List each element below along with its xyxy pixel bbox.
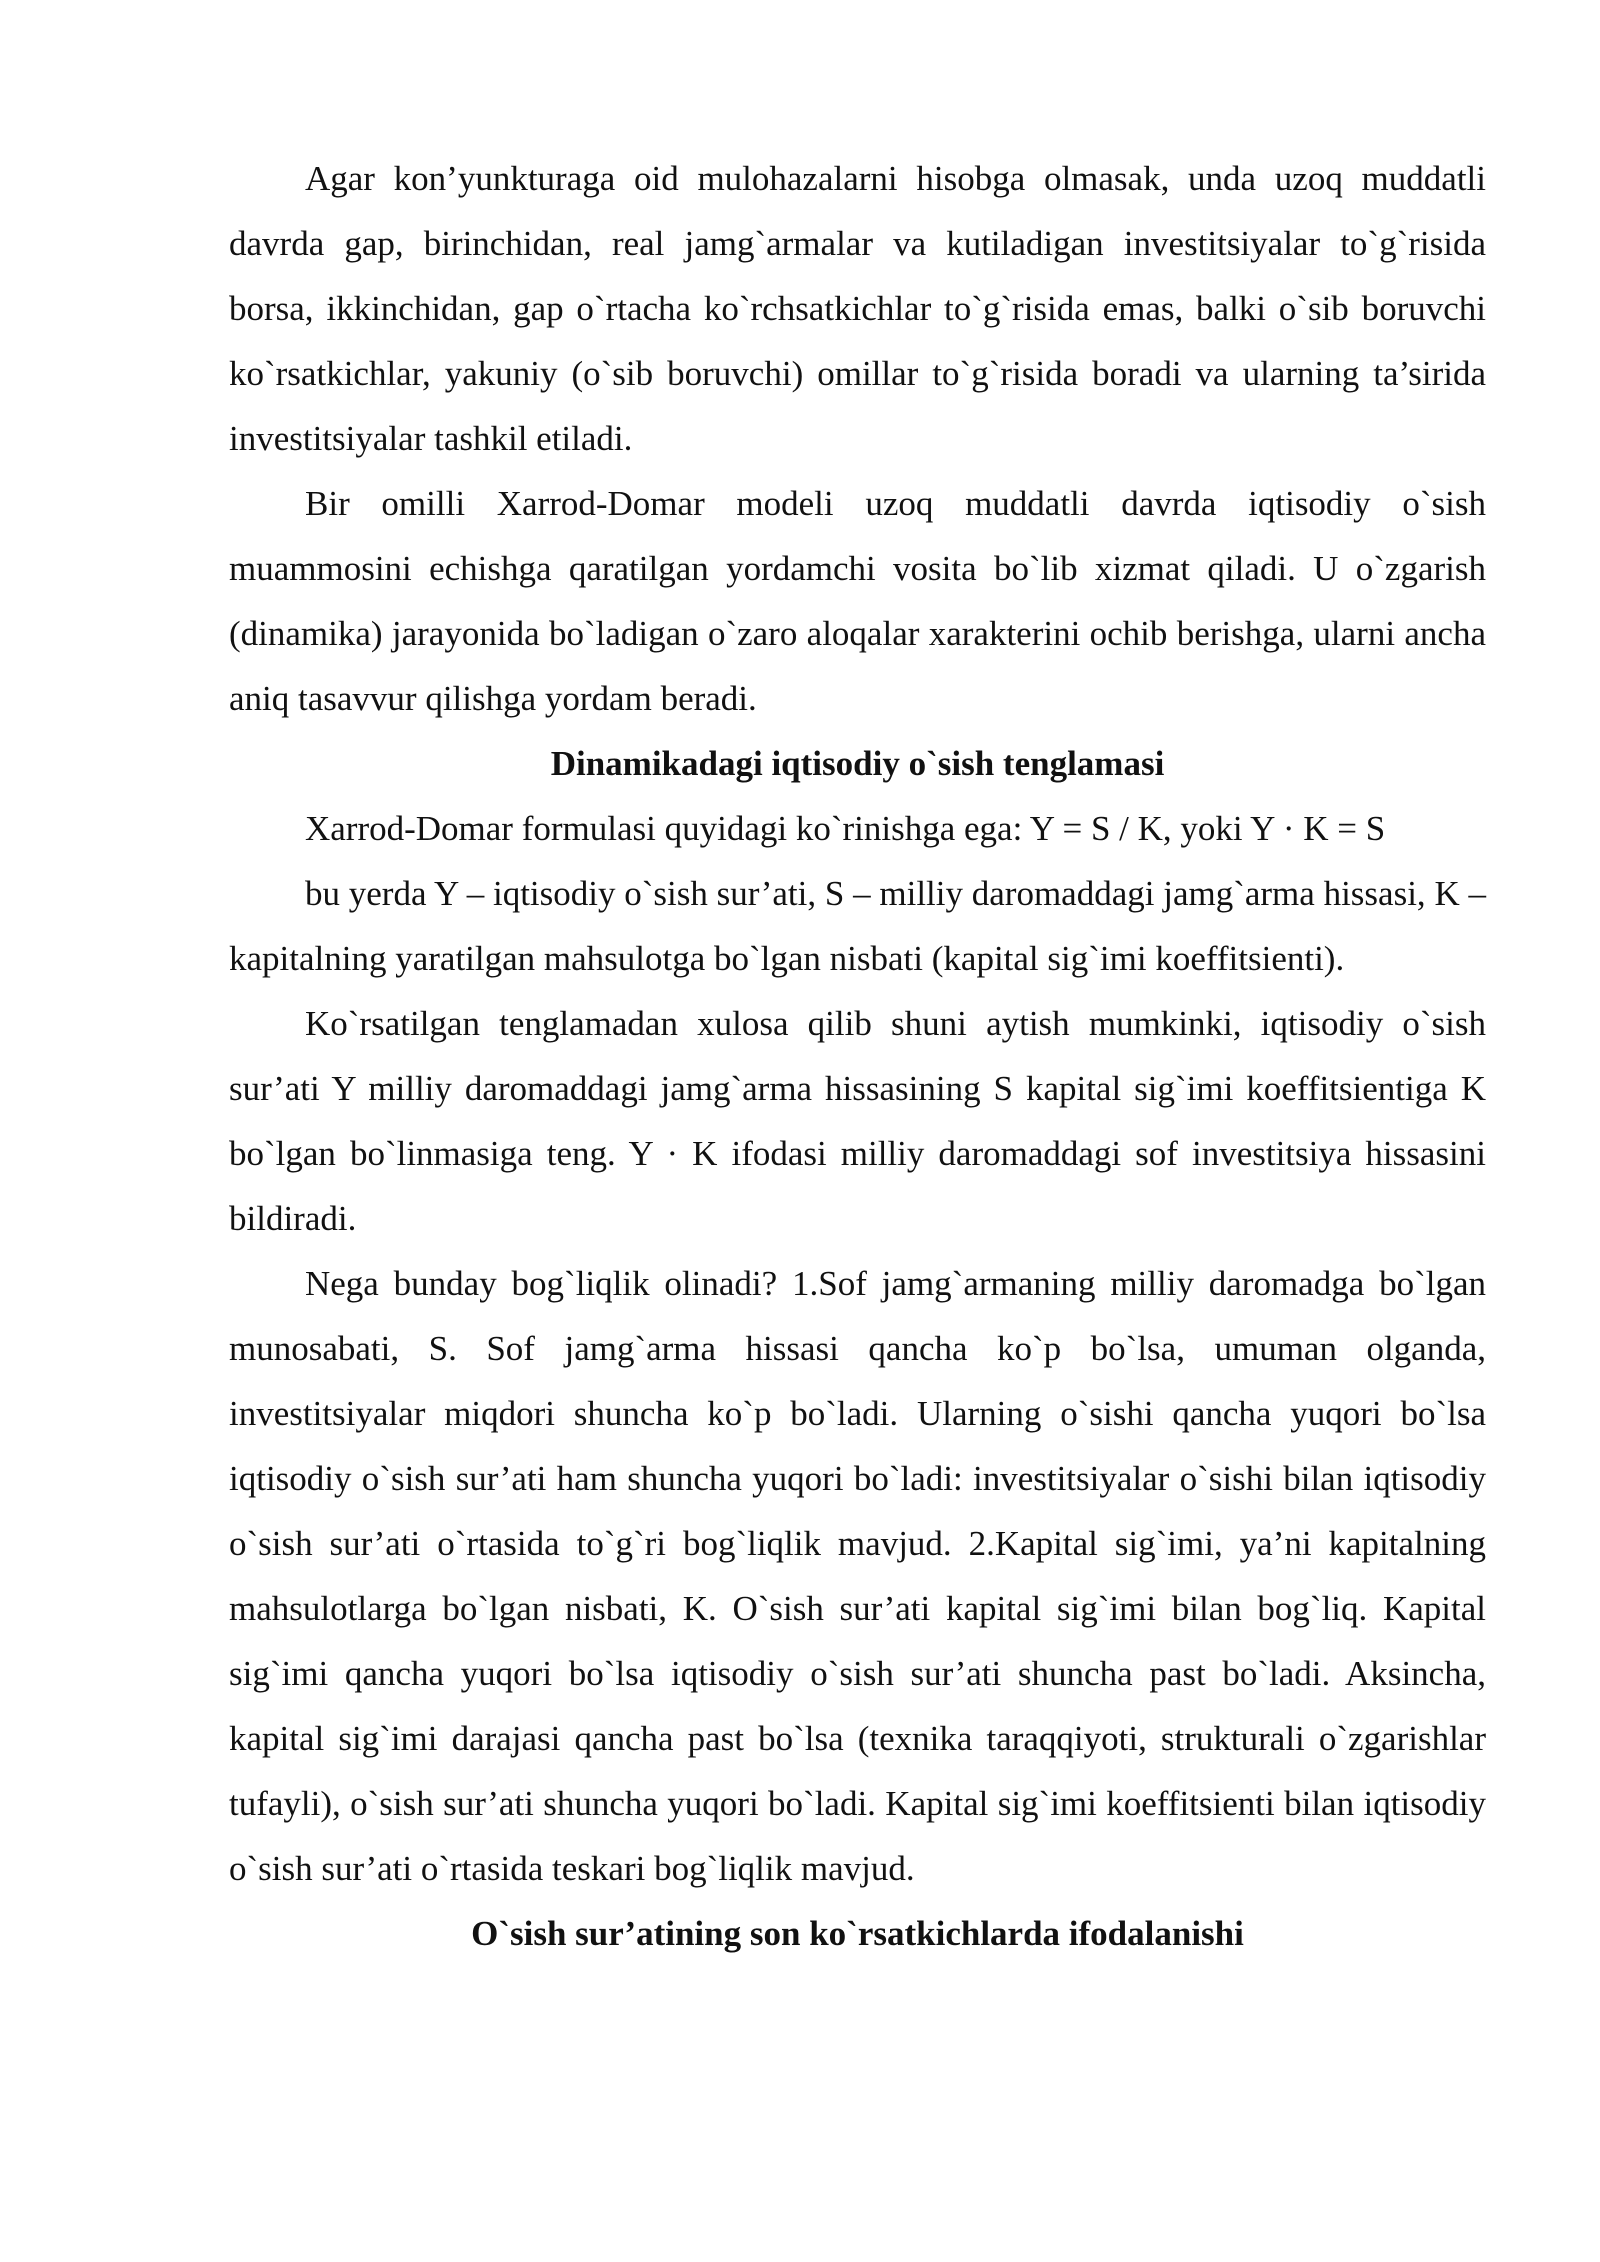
- paragraph-formula-definitions: bu yerda Y – iqtisodiy o`sish sur’ati, S – milliy daromaddagi jamg`arma hissasi, K – kapitalning yaratilgan mahsulotga bo`lgan nisbati (kapital sig`imi koeffitsienti).: [229, 874, 1486, 978]
- section-heading-growth-equation: Dinamikadagi iqtisodiy o`sish tenglamasi: [550, 744, 1165, 783]
- paragraph-harrod-domar-model: Bir omilli Xarrod-Domar modeli uzoq muddatli davrda iqtisodiy o`sish muammosini echishga qaratilgan yordamchi vosita bo`lib xizmat qiladi. U o`zgarish (dinamika) jarayonida bo`ladigan o`zaro aloqalar xarakterini ochib berishga, ularni ancha aniq tasavvur qilishga yordam beradi.: [229, 484, 1486, 718]
- paragraph-konyunktura: Agar kon’yunkturaga oid mulohazalarni hisobga olmasak, unda uzoq muddatli davrda gap, birinchidan, real jamg`armalar va kutiladigan investitsiyalar to`g`risida borsa, ikkinchidan, gap o`rtacha ko`rchsatkichlar to`g`risida emas, balki o`sib boruvchi ko`rsatkichlar, yakuniy (o`sib boruvchi) omillar to`g`risida boradi va ularning ta’sirida investitsiyalar tashkil etiladi.: [229, 159, 1486, 458]
- section-heading-growth-rate-indicators: O`sish sur’atining son ko`rsatkichlarda ifodalanishi: [471, 1914, 1244, 1953]
- paragraph-dependency-explanation: Nega bunday bog`liqlik olinadi? 1.Sof jamg`armaning milliy daromadga bo`lgan munosabati, S. Sof jamg`arma hissasi qancha ko`p bo`lsa, umuman olganda, investitsiyalar miqdori shuncha ko`p bo`ladi. Ularning o`sishi qancha yuqori bo`lsa iqtisodiy o`sish sur’ati ham shuncha yuqori bo`ladi: investitsiyalar o`sishi bilan iqtisodiy o`sish sur’ati o`rtasida to`g`ri bog`liqlik mavjud. 2.Kapital sig`imi, ya’ni kapitalning mahsulotlarga bo`lgan nisbati, K. O`sish sur’ati kapital sig`imi bilan bog`liq. Kapital sig`imi qancha yuqori bo`lsa iqtisodiy o`sish sur’ati shuncha past bo`ladi. Aksincha, kapital sig`imi darajasi qancha past bo`lsa (texnika taraqqiyoti, strukturali o`zgarishlar tufayli), o`sish sur’ati shuncha yuqori bo`ladi. Kapital sig`imi koeffitsienti bilan iqtisodiy o`sish sur’ati o`rtasida teskari bog`liqlik mavjud.: [229, 1264, 1486, 1888]
- paragraph-equation-conclusion: Ko`rsatilgan tenglamadan xulosa qilib shuni aytish mumkinki, iqtisodiy o`sish sur’ati Y milliy daromaddagi jamg`arma hissasining S kapital sig`imi koeffitsientiga K bo`lgan bo`linmasiga teng. Y · K ifodasi milliy daromaddagi sof investitsiya hissasini bildiradi.: [229, 1004, 1486, 1238]
- paragraph-formula: Xarrod-Domar formulasi quyidagi ko`rinishga ega: Y = S / K, yoki Y · K = S: [305, 809, 1386, 848]
- document-page: [229, 146, 1486, 1966]
